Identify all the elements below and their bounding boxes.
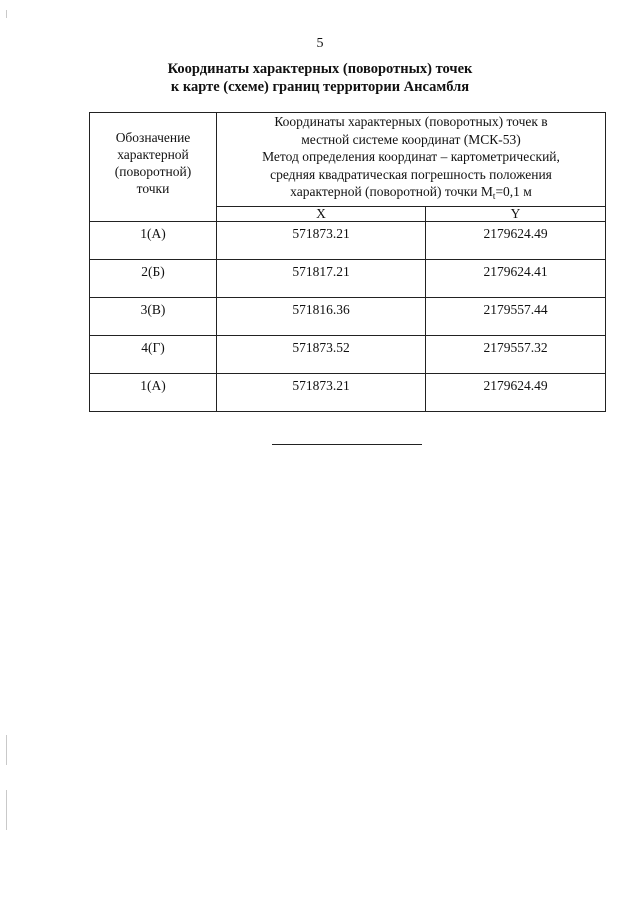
scan-edge-mark — [6, 10, 7, 18]
header-point-line: (поворотной) — [114, 164, 192, 179]
header-method-line: Координаты характерных (поворотных) точек в — [274, 114, 548, 129]
title-line-1: Координаты характерных (поворотных) точек — [167, 61, 473, 77]
header-method-line: местной системе координат (МСК-53) — [301, 131, 521, 147]
document-title — [0, 60, 640, 96]
point-cell: 2(Б) — [90, 259, 217, 297]
y-cell: 2179624.49 — [426, 373, 606, 411]
x-cell: 571817.21 — [217, 259, 426, 297]
header-point-designation — [90, 113, 217, 222]
header-coordinate-system — [217, 113, 606, 207]
table-row — [90, 297, 606, 335]
point-cell: 1(A) — [90, 373, 217, 411]
header-point-line: Обозначение — [115, 130, 191, 145]
y-cell: 2179557.32 — [426, 335, 606, 373]
x-cell: 571873.21 — [217, 373, 426, 411]
header-point-line: точки — [136, 181, 170, 196]
header-method-subscript: t — [492, 191, 496, 201]
y-cell: 2179624.49 — [426, 221, 606, 259]
title-line-2: к карте (схеме) границ территории Ансамбля — [170, 79, 470, 95]
header-y: Y — [426, 206, 606, 221]
header-method-text: =0,1 м — [495, 184, 532, 199]
scan-edge-mark — [6, 735, 7, 765]
point-cell: 3(В) — [90, 297, 217, 335]
y-cell: 2179557.44 — [426, 297, 606, 335]
header-x: X — [217, 206, 426, 221]
y-cell: 2179624.41 — [426, 259, 606, 297]
x-cell: 571816.36 — [217, 297, 426, 335]
point-cell: 1(A) — [90, 221, 217, 259]
scan-edge-mark — [6, 790, 7, 830]
table-row — [90, 373, 606, 411]
coordinates-table — [89, 112, 606, 412]
page-number: 5 — [316, 36, 324, 51]
point-cell: 4(Г) — [90, 335, 217, 373]
header-method-line — [217, 183, 605, 206]
x-cell: 571873.52 — [217, 335, 426, 373]
table-row — [90, 259, 606, 297]
x-cell: 571873.21 — [217, 221, 426, 259]
header-point-line: характерной — [117, 147, 189, 162]
header-method-text: характерной (поворотной) точки M — [290, 184, 493, 199]
table-row — [90, 335, 606, 373]
table-row — [90, 221, 606, 259]
signature-rule — [272, 444, 422, 445]
header-method-line: средняя квадратическая погрешность положения — [270, 166, 552, 182]
header-method-line: Метод определения координат – картометрический, — [262, 149, 560, 164]
